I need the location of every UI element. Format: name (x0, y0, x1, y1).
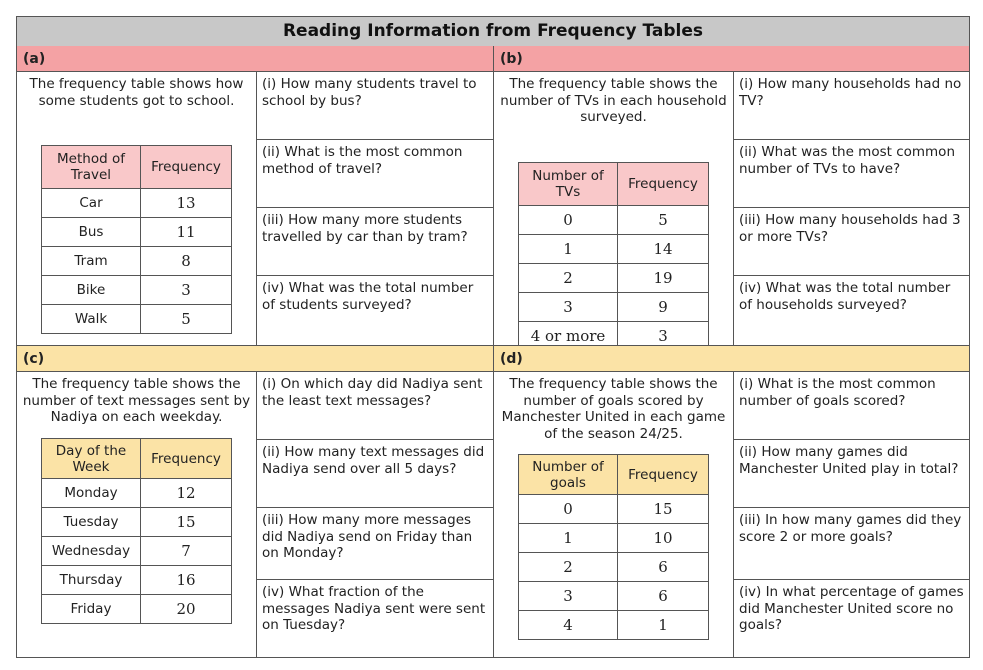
section-a-questions (257, 72, 494, 346)
table-cell: 15 (618, 495, 709, 524)
section-c-questions (257, 372, 494, 657)
table-row (42, 247, 232, 276)
question: (iv) In what percentage of games did Manchester United score no goals? (739, 584, 964, 633)
question: (iii) In how many games did they score 2 or more goals? (734, 508, 969, 580)
section-c (17, 346, 494, 657)
question: (iii) How many households had 3 or more TVs? (734, 208, 969, 276)
column-header: Frequency (618, 163, 709, 206)
section-c-info (17, 372, 257, 657)
table-cell: Tuesday (42, 508, 141, 537)
section-b-table (518, 162, 709, 351)
table-row (519, 495, 709, 524)
question: (iv) What was the total number of households surveyed? (739, 280, 951, 313)
table-cell: Friday (42, 595, 141, 624)
table-header-row (42, 146, 232, 189)
table-cell: 2 (519, 264, 618, 293)
column-header: Frequency (141, 146, 232, 189)
table-row (519, 264, 709, 293)
table-cell: 1 (618, 611, 709, 640)
table-cell: 8 (141, 247, 232, 276)
table-header-row (519, 455, 709, 495)
question: (iv) What fraction of the messages Nadiya sent were sent on Tuesday? (262, 584, 486, 633)
table-cell: Bike (42, 276, 141, 305)
question: (iii) How many more messages did Nadiya send on Friday than on Monday? (257, 508, 494, 580)
section-d-label: (d) (494, 346, 969, 372)
table-cell: 4 (519, 611, 618, 640)
section-a-intro: The frequency table shows how some students got to school. (29, 76, 244, 109)
table-cell: 19 (618, 264, 709, 293)
section-d-table (518, 454, 709, 640)
table-cell: 7 (141, 537, 232, 566)
section-d (494, 346, 969, 657)
question: (ii) How many text messages did Nadiya send over all 5 days? (257, 440, 494, 508)
question: (i) How many students travel to school by bus? (257, 72, 494, 140)
table-cell: 3 (519, 582, 618, 611)
table-cell: 4 or more (519, 322, 618, 351)
table-row (519, 524, 709, 553)
table-cell: 16 (141, 566, 232, 595)
table-row (42, 218, 232, 247)
table-row (519, 582, 709, 611)
center-divider (493, 46, 494, 657)
section-c-table (41, 438, 232, 624)
table-cell: 3 (141, 276, 232, 305)
table-row (42, 537, 232, 566)
column-header: Frequency (141, 439, 232, 479)
section-a-label: (a) (17, 46, 494, 72)
table-cell: 6 (618, 553, 709, 582)
table-cell: 3 (519, 293, 618, 322)
column-header: Day of the Week (42, 439, 141, 479)
worksheet-title: Reading Information from Frequency Tables (17, 17, 969, 47)
question: (i) On which day did Nadiya sent the least text messages? (257, 372, 494, 440)
table-cell: 11 (141, 218, 232, 247)
column-header: Number of goals (519, 455, 618, 495)
table-row (519, 206, 709, 235)
column-header: Number of TVs (519, 163, 618, 206)
table-cell: 1 (519, 524, 618, 553)
table-row (42, 595, 232, 624)
section-b-intro: The frequency table shows the number of TVs in each household surveyed. (500, 76, 727, 125)
table-cell: 3 (618, 322, 709, 351)
table-cell: 10 (618, 524, 709, 553)
table-row (519, 235, 709, 264)
column-header: Frequency (618, 455, 709, 495)
table-cell: 2 (519, 553, 618, 582)
table-row (42, 566, 232, 595)
table-cell: 0 (519, 495, 618, 524)
question: (iv) What was the total number of students surveyed? (262, 280, 474, 313)
section-b-label: (b) (494, 46, 969, 72)
section-a-table (41, 145, 232, 334)
section-c-label: (c) (17, 346, 494, 372)
table-row (519, 553, 709, 582)
table-cell: 1 (519, 235, 618, 264)
table-cell: Bus (42, 218, 141, 247)
section-c-intro: The frequency table shows the number of text messages sent by Nadiya on each weekday. (22, 376, 251, 425)
section-b (494, 46, 969, 346)
section-b-info (494, 72, 734, 346)
table-cell: Walk (42, 305, 141, 334)
question: (i) How many households had no TV? (734, 72, 969, 140)
table-cell: Thursday (42, 566, 141, 595)
table-row (42, 508, 232, 537)
table-row (42, 189, 232, 218)
question: (i) What is the most common number of goals scored? (734, 372, 969, 440)
table-row (42, 276, 232, 305)
section-d-info (494, 372, 734, 657)
table-row (42, 479, 232, 508)
table-cell: Wednesday (42, 537, 141, 566)
middle-divider (17, 345, 969, 346)
section-a-info (17, 72, 257, 346)
question: (iii) How many more students travelled by car than by tram? (257, 208, 494, 276)
column-header: Method of Travel (42, 146, 141, 189)
question: (ii) What is the most common method of travel? (257, 140, 494, 208)
section-a (17, 46, 494, 346)
table-cell: 13 (141, 189, 232, 218)
section-b-questions (734, 72, 969, 346)
section-d-intro: The frequency table shows the number of goals scored by Manchester United in each game of the season 24/25. (501, 376, 726, 442)
table-row (42, 305, 232, 334)
table-row (519, 293, 709, 322)
table-cell: 9 (618, 293, 709, 322)
table-cell: 5 (618, 206, 709, 235)
table-cell: Monday (42, 479, 141, 508)
table-cell: 20 (141, 595, 232, 624)
worksheet (16, 16, 970, 658)
section-d-questions (734, 372, 969, 657)
table-cell: 12 (141, 479, 232, 508)
table-cell: 14 (618, 235, 709, 264)
table-cell: 5 (141, 305, 232, 334)
table-cell: 6 (618, 582, 709, 611)
table-cell: Car (42, 189, 141, 218)
table-header-row (42, 439, 232, 479)
table-cell: 15 (141, 508, 232, 537)
question: (ii) How many games did Manchester United play in total? (734, 440, 969, 508)
question: (ii) What was the most common number of TVs to have? (734, 140, 969, 208)
table-row (519, 611, 709, 640)
table-header-row (519, 163, 709, 206)
table-cell: Tram (42, 247, 141, 276)
table-cell: 0 (519, 206, 618, 235)
